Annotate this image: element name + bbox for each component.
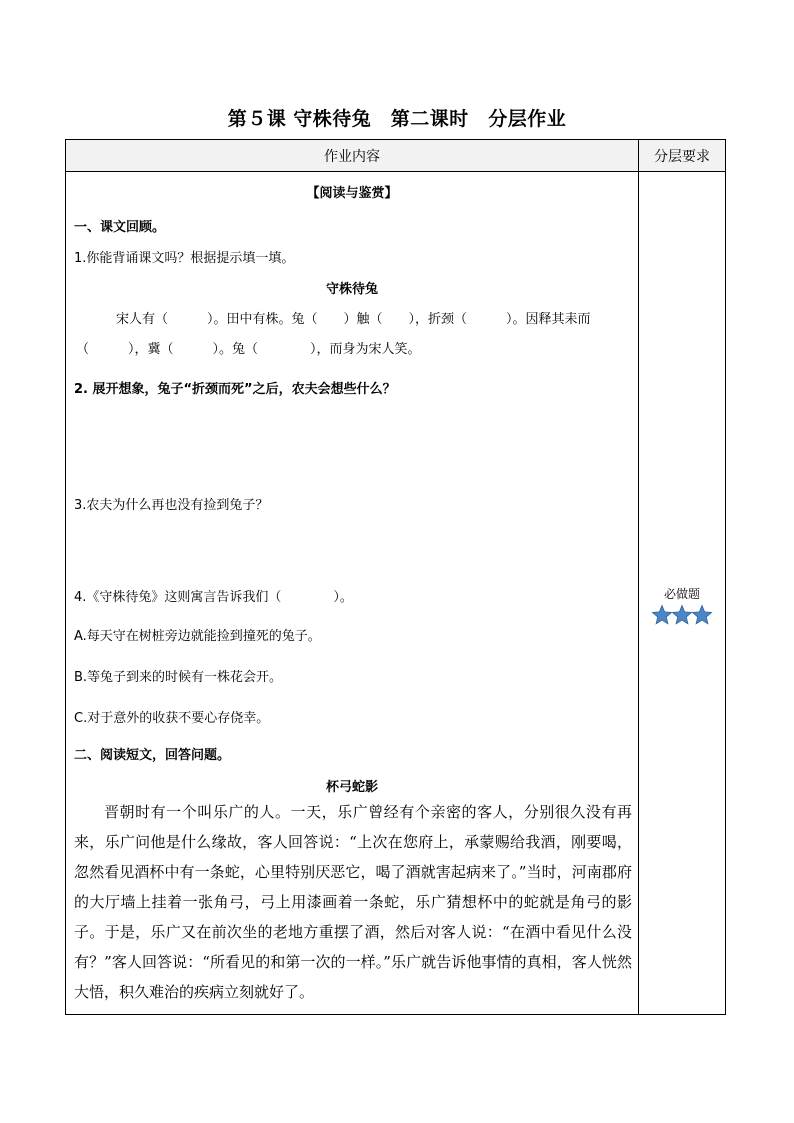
question-4: 4.《守株待兔》这则寓言告诉我们（ ）。	[74, 590, 353, 605]
option-a: A.每天守在树桩旁边就能捡到撞死的兔子。	[74, 629, 321, 644]
homework-table	[65, 139, 726, 1015]
homework-content	[66, 172, 638, 1014]
question-2: 2. 展开想象，兔子“折颈而死”之后，农夫会想些什么？	[74, 382, 396, 397]
star-icon	[651, 604, 673, 626]
header-requirement: 分层要求	[639, 140, 726, 172]
question-1: 1.你能背诵课文吗？根据提示填一填。	[74, 251, 295, 266]
star-icon	[671, 604, 693, 626]
poem-title: 守株待兔	[325, 282, 378, 297]
star-icon	[691, 604, 713, 626]
requirement-label: 必做题	[663, 587, 700, 601]
requirement-cell	[639, 172, 726, 1015]
header-content: 作业内容	[66, 140, 639, 172]
question-3: 3.农夫为什么再也没有捡到兔子？	[74, 498, 269, 513]
story-passage: 晋朝时有一个叫乐广的人。一天，乐广曾经有个亲密的客人，分别很久没有再来，乐广问他是什么缘故，客人回答说：“上次在您府上，承蒙赐给我酒，刚要喝，忽然看见酒杯中有一条蛇，心里特别厌恶它，喝了酒就害起病来了。”当时，河南郡府的大厅墙上挂着一张角弓，弓上用漆画着一条蛇，乐广猜想杯中的蛇就是角弓的影子。于是，乐广又在前次坐的老地方重摆了酒，然后对客人说：“在酒中看见什么没有？”客人回答说：“所看见的和第一次的一样。”乐广就告诉他事情的真相，客人恍然大悟，积久难治的疾病立刻就好了。	[74, 803, 632, 1001]
table-header-row	[66, 140, 726, 172]
rating-stars	[639, 604, 725, 630]
story-title: 杯弓蛇影	[325, 780, 378, 795]
part1-heading: 一、课文回顾。	[74, 220, 166, 235]
page-title: 第５课 守株待兔 第二课时 分层作业	[227, 108, 567, 130]
content-cell	[66, 172, 639, 1015]
option-c: C.对于意外的收获不要心存侥幸。	[74, 711, 270, 726]
poem-line-1: 宋人有（ ）。田中有株。兔（ ）触（ ），折颈（ ）。因释其耒而	[116, 312, 591, 327]
option-b: B.等兔子到来的时候有一株花会开。	[74, 670, 283, 685]
part2-heading: 二、阅读短文，回答问题。	[74, 748, 231, 763]
section-label: 【阅读与鉴赏】	[306, 186, 398, 201]
poem-line-2: （ ），冀（ ）。兔（ ），而身为宋人笑。	[76, 342, 421, 357]
table-body-row	[66, 172, 726, 1015]
